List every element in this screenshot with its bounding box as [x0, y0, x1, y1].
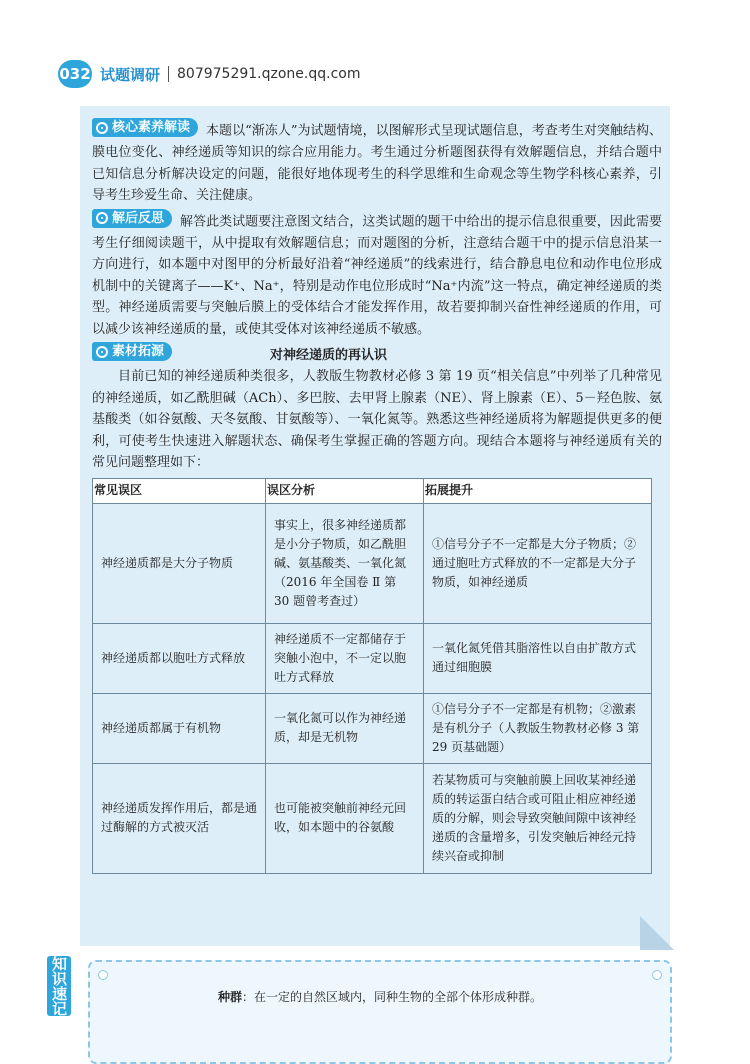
article-content — [92, 118, 662, 874]
table-cell: 神经递质都以胞吐方式释放 — [93, 623, 266, 693]
section-material — [92, 342, 662, 366]
section-tag-label: 素材拓源 — [112, 344, 165, 359]
section-tag-label: 核心素养解读 — [112, 120, 191, 135]
note-text — [90, 988, 670, 1005]
binder-hole — [652, 970, 662, 980]
section-tag-label: 解后反思 — [112, 210, 165, 226]
page-fold — [640, 916, 674, 950]
section-tag — [92, 342, 172, 361]
section-tag — [92, 209, 172, 228]
page-header — [58, 58, 361, 90]
section-text: 解答此类试题要注意图文结合，这类试题的题干中给出的提示信息很重要，因此需要考生仔细阅读题干，从中提取有效解题信息；而对题图的分析，注意结合题干中的提示信息沿某一方向进行，如本题中对图甲的分析最好沿着“神经递质”的线索进行，结合静息电位和动作电位形成机制中的关键离子——K⁺、Na⁺，特别是动作电位形成时“Na⁺内流”这一特点，确定神经递质的类型。神经递质需要与突触后膜上的受体结合才能发挥作用，故若要抑制兴奋性神经递质的作用，可以减少该神经递质的量，或使其受体对该神经递质不敏感。 — [92, 214, 662, 337]
quick-note-card — [88, 960, 672, 1064]
binder-hole — [98, 970, 108, 980]
site-url: 807975291.qzone.qq.com — [177, 66, 361, 82]
misconception-table — [92, 478, 652, 874]
table-cell: 若某物质可与突触前膜上回收某神经递质的转运蛋白结合或可阻止相应神经递质的分解，则会导致突触间隙中该神经递质的含量增多，引发突触后神经元持续兴奋或抑制 — [424, 763, 652, 873]
table-cell: 也可能被突触前神经元回收，如本题中的谷氨酸 — [266, 763, 424, 873]
header-divider — [168, 66, 169, 82]
column-title: 试题调研 — [100, 65, 161, 84]
material-text: 目前已知的神经递质种类很多，人教版生物教材必修 3 第 19 页“相关信息”中列举了几种常见的神经递质，如乙酰胆碱（ACh）、多巴胺、去甲肾上腺素（NE）、肾上腺素（E）、5－羟色胺、氨基酸类（如谷氨酸、天冬氨酸、甘氨酸等）、一氧化氮等。熟悉这些神经递质将为解题提供更多的便利，可使考生快速进入解题状态、确保考生掌握正确的答题方向。现结合本题将与神经递质有关的常见问题整理如下： — [92, 369, 662, 470]
note-definition: ：在一定的自然区域内，同种生物的全部个体形成种群。 — [242, 990, 543, 1004]
table-cell: ①信号分子不一定都是大分子物质；②通过胞吐方式释放的不一定都是大分子物质，如神经递质 — [424, 503, 652, 623]
table-row — [93, 693, 652, 763]
table-cell: 一氧化氮可以作为神经递质，却是无机物 — [266, 693, 424, 763]
table-header-row — [93, 478, 652, 503]
page-number: 032 — [58, 60, 92, 88]
table-row — [93, 623, 652, 693]
bulb-icon — [96, 122, 108, 134]
table-cell: 一氧化氮凭借其脂溶性以自由扩散方式通过细胞膜 — [424, 623, 652, 693]
bulb-icon — [96, 212, 108, 224]
table-row — [93, 763, 652, 873]
section-reflection — [92, 209, 662, 341]
table-header: 误区分析 — [266, 478, 424, 503]
section-tag — [92, 118, 198, 137]
table-row — [93, 503, 652, 623]
table-header: 拓展提升 — [424, 478, 652, 503]
bulb-icon — [96, 346, 108, 358]
table-cell: ①信号分子不一定都是有机物；②激素是有机分子（人教版生物教材必修 3 第 29 页基础题） — [424, 693, 652, 763]
sidebar-label: 知识速记 — [47, 956, 71, 1016]
note-term: 种群 — [217, 990, 242, 1004]
table-header: 常见误区 — [93, 478, 266, 503]
table-cell: 神经递质都是大分子物质 — [93, 503, 266, 623]
table-cell: 神经递质都属于有机物 — [93, 693, 266, 763]
material-title: 对神经递质的再认识 — [270, 347, 388, 363]
section-core-literacy — [92, 118, 662, 207]
table-cell: 神经递质不一定都储存于突触小泡中，不一定以胞吐方式释放 — [266, 623, 424, 693]
table-cell: 事实上，很多神经递质都是小分子物质，如乙酰胆碱、氨基酸类、一氧化氮（2016 年全国卷 Ⅱ 第 30 题曾考查过） — [266, 503, 424, 623]
table-cell: 神经递质发挥作用后，都是通过酶解的方式被灭活 — [93, 763, 266, 873]
section-text: 本题以“渐冻人”为试题情境，以图解形式呈现试题信息，考查考生对突触结构、膜电位变化、神经递质等知识的综合应用能力。考生通过分析题图获得有效解题信息，并结合题中已知信息分析解决设定的问题，能很好地体现考生的科学思维和生命观念等生物学科核心素养，引导考生珍爱生命、关注健康。 — [92, 123, 662, 203]
